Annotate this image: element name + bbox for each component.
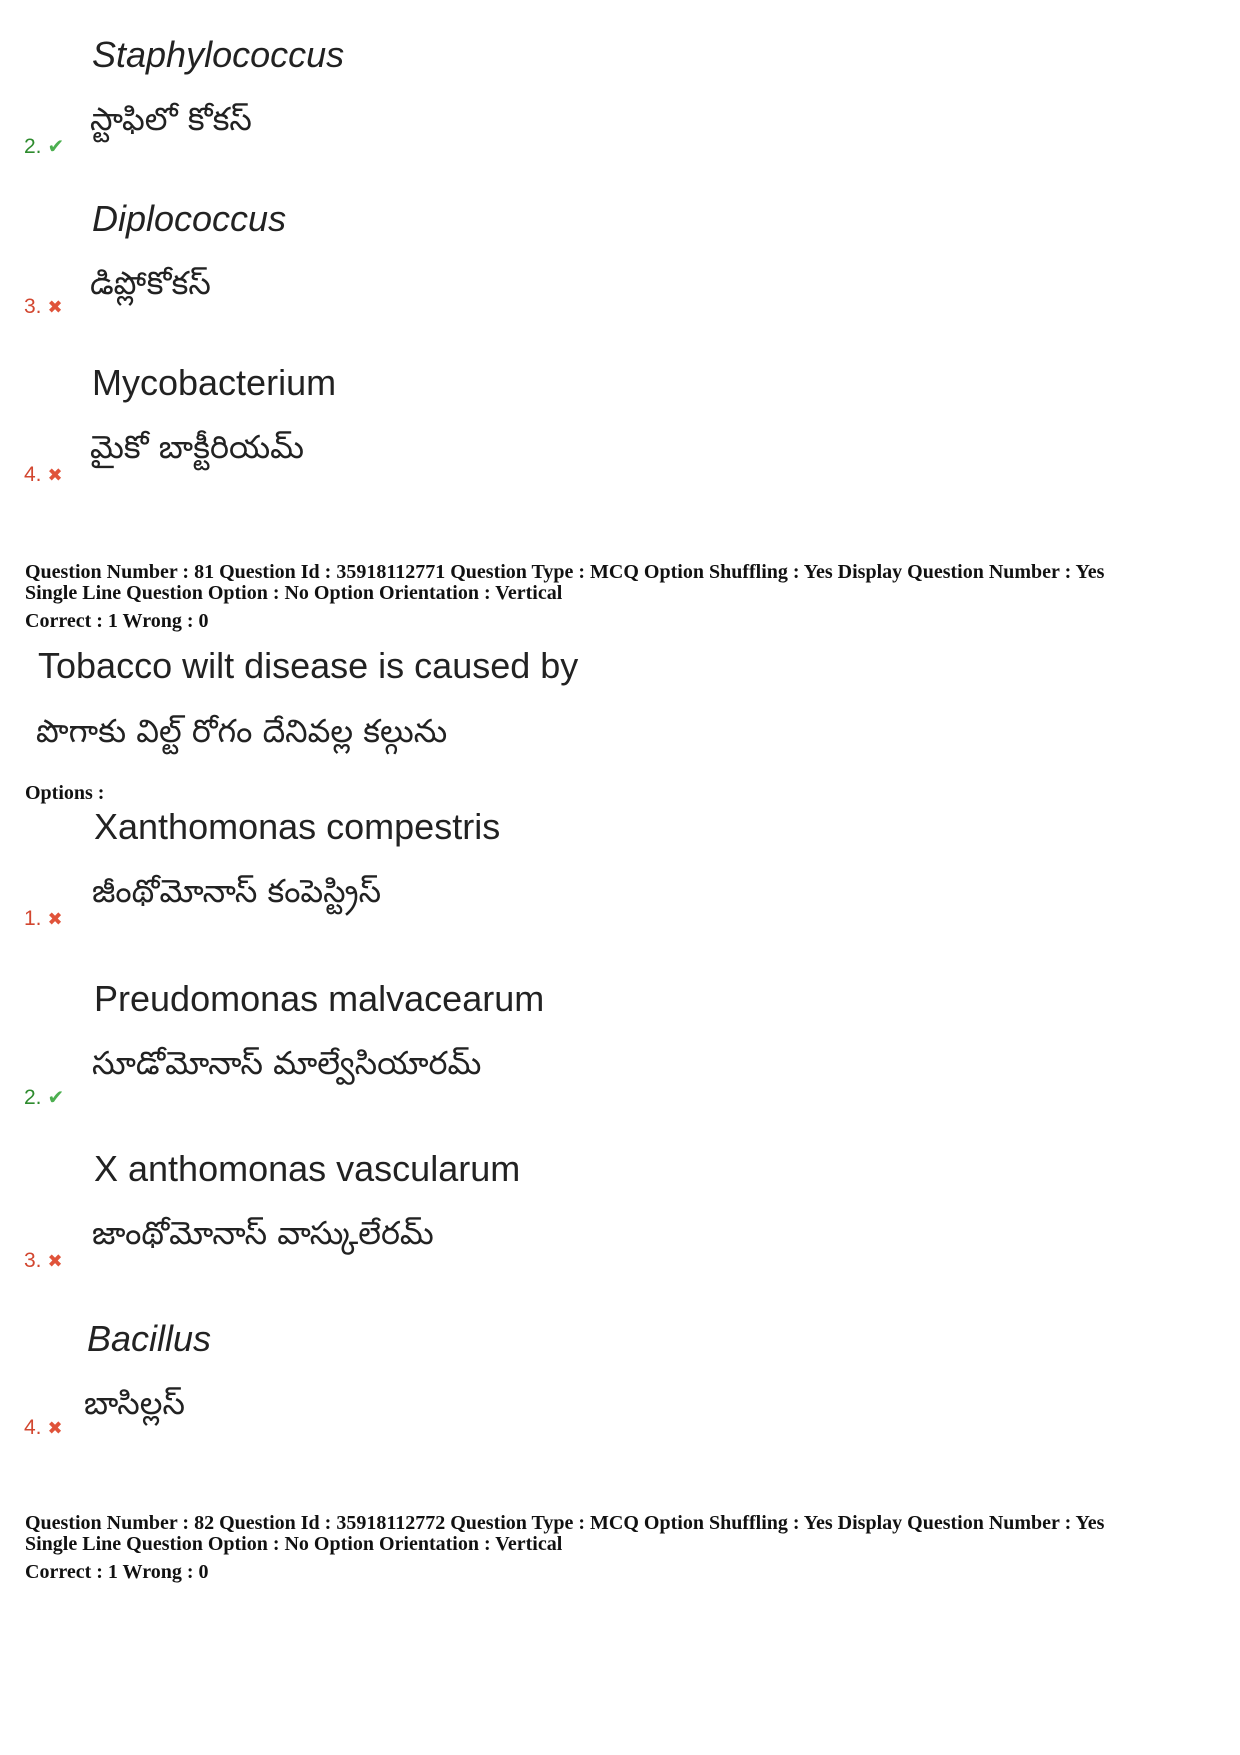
question-81-meta-line1: Question Number : 81 Question Id : 35918112771 Question Type : MCQ Option Shuffling : Yes Display Question Number : Yes: [25, 561, 1105, 583]
cross-icon: ✖: [47, 465, 63, 486]
option-number: 4.: [24, 463, 42, 486]
question-81-score: Correct : 1 Wrong : 0: [25, 610, 209, 632]
q81-option-4-english: Bacillus: [87, 1318, 212, 1359]
q81-option-2-telugu: సూడోమోనాస్ మాల్వేసియారమ్: [92, 1044, 482, 1082]
option-2-english: Staphylococcus: [92, 34, 345, 75]
question-82-meta-line2: Single Line Question Option : No Option Orientation : Vertical: [25, 1533, 563, 1555]
q81-option-1-english: Xanthomonas compestris: [94, 806, 501, 847]
q81-option-3-marker: [24, 1249, 63, 1273]
question-81-text-telugu: పొగాకు విల్ట్ రోగం దేనివల్ల కల్గును: [36, 712, 448, 750]
cross-icon: ✖: [47, 1251, 63, 1272]
q81-option-1-marker: [24, 907, 63, 931]
check-icon: ✔: [47, 1085, 65, 1109]
q81-option-3-telugu: జాంథోమోనాస్ వాస్కులేరమ్: [92, 1214, 434, 1252]
question-82-meta-line1: Question Number : 82 Question Id : 35918112772 Question Type : MCQ Option Shuffling : Yes Display Question Number : Yes: [25, 1512, 1105, 1534]
option-number: 3.: [24, 295, 42, 318]
q81-option-3-english: X anthomonas vascularum: [94, 1148, 521, 1189]
option-2-telugu: స్టాఫిలో కోకస్: [90, 100, 252, 138]
q81-option-1-telugu: జీంథోమోనాస్ కంపెస్ట్రిస్: [92, 872, 382, 910]
q81-option-4-telugu: బాసిల్లస్: [84, 1384, 185, 1422]
option-4-english: Mycobacterium: [92, 362, 337, 403]
question-82-score: Correct : 1 Wrong : 0: [25, 1561, 209, 1583]
option-2-marker: [24, 134, 64, 159]
option-4-marker: [24, 463, 63, 487]
options-label: Options :: [25, 782, 105, 804]
option-3-english: Diplococcus: [92, 198, 287, 239]
cross-icon: ✖: [47, 297, 63, 318]
option-number: 4.: [24, 1416, 42, 1439]
option-number: 2.: [24, 1086, 42, 1109]
option-4-telugu: మైకో బాక్టీరియమ్: [90, 428, 304, 466]
cross-icon: ✖: [47, 909, 63, 930]
check-icon: ✔: [47, 134, 65, 158]
option-number: 3.: [24, 1249, 42, 1272]
q81-option-2-marker: [24, 1085, 64, 1110]
cross-icon: ✖: [47, 1418, 63, 1439]
option-number: 2.: [24, 135, 42, 158]
question-81-text-english: Tobacco wilt disease is caused by: [38, 645, 579, 686]
question-81-meta-line2: Single Line Question Option : No Option Orientation : Vertical: [25, 582, 563, 604]
option-number: 1.: [24, 907, 42, 930]
option-3-marker: [24, 295, 63, 319]
q81-option-4-marker: [24, 1416, 63, 1440]
q81-option-2-english: Preudomonas malvacearum: [94, 978, 545, 1019]
option-3-telugu: డిప్లోకోకస్: [90, 264, 211, 302]
